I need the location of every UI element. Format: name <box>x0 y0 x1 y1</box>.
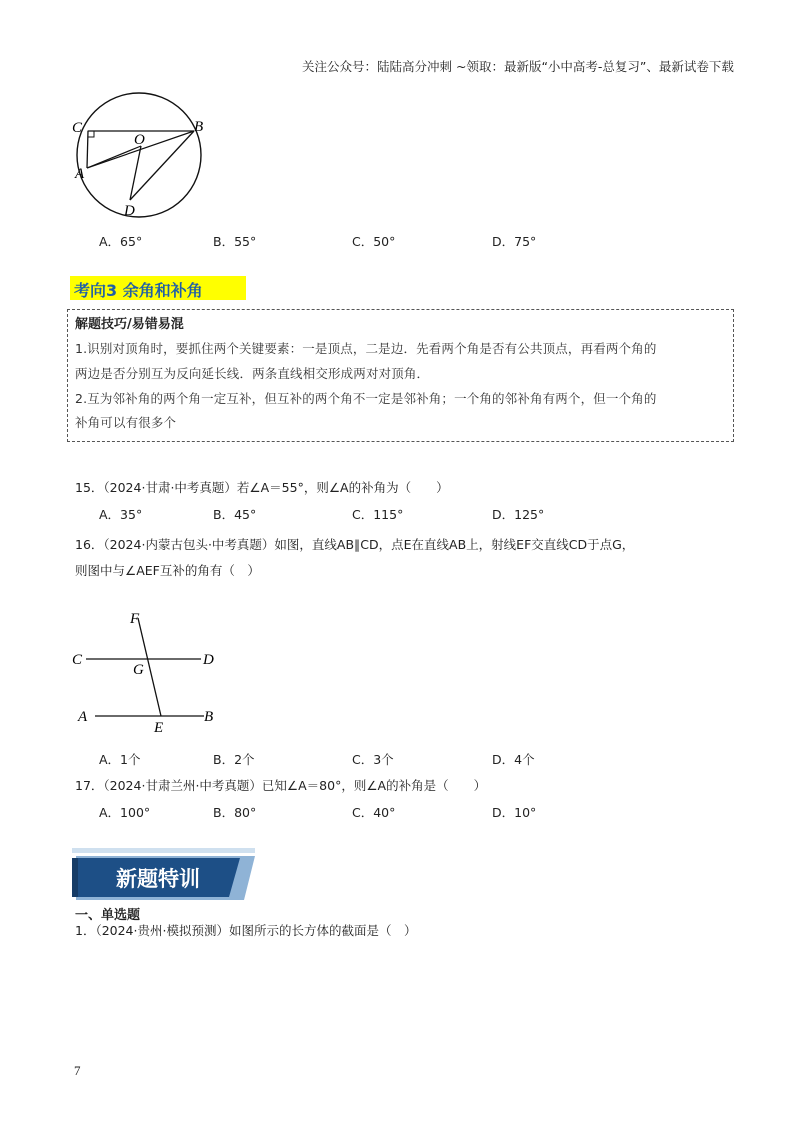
banner-top-stripe <box>72 848 255 853</box>
q17-option-c: C．40° <box>352 805 396 820</box>
tip-line-1: 1.识别对顶角时，要抓住两个关键要素：一是顶点，二是边．先看两个角是否有公共顶点，再看两个角的 <box>75 341 657 356</box>
q14-option-a: A．65° <box>99 234 143 249</box>
page-number: 7 <box>74 1063 81 1078</box>
label-b: B <box>204 709 214 725</box>
label-a: A <box>78 709 88 725</box>
new-questions-banner <box>72 848 255 902</box>
q17-option-b: B．80° <box>213 805 257 820</box>
q17-stem: 17．（2024·甘肃兰州·中考真题）已知∠A＝80°，则∠A的补角是（ ） <box>75 778 487 793</box>
new-q1-stem: 1．（2024·贵州·模拟预测）如图所示的长方体的截面是（ ） <box>75 923 417 938</box>
label-e: E <box>154 720 164 736</box>
q15-option-b: B．45° <box>213 507 257 522</box>
circle-figure <box>66 88 216 228</box>
tip-line-2: 两边是否分别互为反向延长线．两条直线相交形成两对对顶角． <box>75 366 430 381</box>
q17-option-d: D．10° <box>492 805 537 820</box>
section-title-text: 考向3 余角和补角 <box>74 281 203 300</box>
label-d: D <box>124 203 135 219</box>
q14-option-c: C．50° <box>352 234 396 249</box>
q15-option-d: D．125° <box>492 507 545 522</box>
q16-stem-line1: 16．（2024·内蒙古包头·中考真题）如图，直线AB∥CD，点E在直线AB上，射线EF交直线CD于点G， <box>75 537 635 552</box>
q14-option-d: D．75° <box>492 234 537 249</box>
label-c: C <box>72 120 83 136</box>
right-angle-mark <box>88 131 94 137</box>
tip-line-3: 2.互为邻补角的两个角一定互补，但互补的两个角不一定是邻补角；一个角的邻补角有两个，但一个角的 <box>75 391 657 406</box>
segment-od <box>130 146 141 200</box>
q15-option-a: A．35° <box>99 507 143 522</box>
banner-text: 新题特训 <box>116 867 200 891</box>
page-header: 关注公众号：陆陆高分冲刺 ~领取：最新版“小中高考-总复习”、最新试卷下载 <box>302 59 734 74</box>
q16-option-d: D．4个 <box>492 752 535 767</box>
q15-stem: 15．（2024·甘肃·中考真题）若∠A＝55°，则∠A的补角为（ ） <box>75 480 449 495</box>
label-o: O <box>134 132 145 148</box>
label-a: A <box>75 166 85 182</box>
part-title: 一、单选题 <box>75 908 141 923</box>
q14-option-b: B．55° <box>213 234 257 249</box>
q17-option-a: A．100° <box>99 805 151 820</box>
label-g: G <box>133 662 144 678</box>
label-b: B <box>194 119 204 135</box>
tips-title: 解题技巧/易错易混 <box>75 317 184 332</box>
q16-option-b: B．2个 <box>213 752 255 767</box>
q16-option-c: C．3个 <box>352 752 394 767</box>
label-d: D <box>203 652 214 668</box>
q16-option-a: A．1个 <box>99 752 141 767</box>
label-c: C <box>72 652 83 668</box>
q15-option-c: C．115° <box>352 507 404 522</box>
parallel-lines-figure <box>70 608 230 740</box>
banner-accent <box>72 858 78 897</box>
label-f: F <box>130 611 140 627</box>
q16-stem-line2: 则图中与∠AEF互补的角有（ ） <box>75 563 260 578</box>
section-title <box>70 276 246 300</box>
tip-line-4: 补角可以有很多个 <box>75 415 177 430</box>
